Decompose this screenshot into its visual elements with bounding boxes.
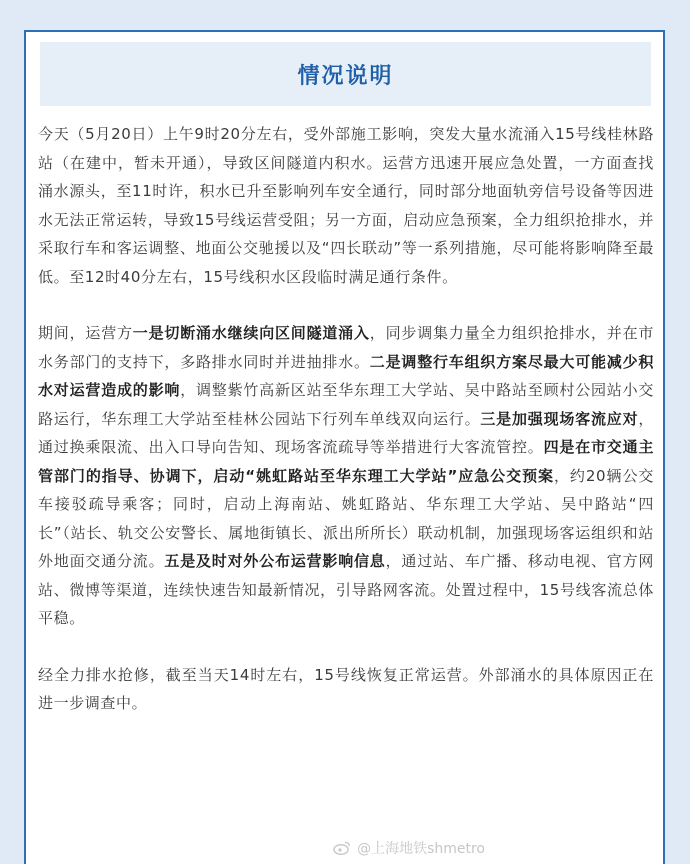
paragraph-incident: 今天（5月20日）上午9时20分左右，受外部施工影响，突发大量水流涌入15号线桂林路站（在建中，暂未开通），导致区间隧道内积水。运营方迅速开展应急处置，一方面查找涌水源头，至11时许，积水已升至影响列车安全通行，同时部分地面轨旁信号设备等因进水无法正常运转，导致15号线运营受阻；另一方面，启动应急预案，全力组织抢排水，并采取行车和客运调整、地面公交驰援以及“四长联动”等一系列措施，尽可能将影响降至最低。至12时40分左右，15号线积水区段临时满足通行条件。	[38, 125, 654, 286]
measure-five: 五是及时对外公布运营影响信息	[164, 552, 386, 570]
statement-card	[24, 30, 665, 864]
text-segment: ，同步调集力量全力组织抢排水，并在市水务部门的支持下，多路排水同时并进抽排水。	[38, 324, 654, 371]
statement-body	[38, 120, 654, 746]
page-title: 情况说明	[297, 63, 394, 89]
measure-four: 四是在市交通主管部门的指导、协调下，启动“姚虹路站至华东理工大学站”应急公交预案	[38, 438, 655, 485]
text-segment: ，调整紫竹高新区站至华东理工大学站、吴中路站至顾村公园站小交路运行，华东理工大学站至桂林公园站下行列车单线双向运行。	[38, 381, 654, 428]
weibo-logo-icon	[333, 841, 351, 855]
measure-one: 一是切断涌水继续向区间隧道涌入	[132, 324, 370, 342]
title-banner	[40, 42, 651, 106]
weibo-watermark	[333, 838, 485, 858]
text-segment: 期间，运营方	[38, 324, 133, 342]
watermark-text: @上海地铁shmetro	[357, 841, 485, 857]
paragraph-recovery: 经全力排水抢修，截至当天14时左右，15号线恢复正常运营。外部涌水的具体原因正在进一步调查中。	[38, 665, 654, 712]
paragraph-measures	[38, 319, 654, 633]
text-segment: ，约20辆公交车接驳疏导乘客；同时，启动上海南站、姚虹路站、华东理工大学站、吴中路站“四长”（站长、轨交公安警长、属地街镇长、派出所所长）联动机制，加强现场客运组织和站外地面交通分流。	[38, 466, 654, 570]
text-segment: ，通过站、车广播、移动电视、官方网站、微博等渠道，连续快速告知最新情况，引导路网客流。处置过程中，15号线客流总体平稳。	[38, 552, 655, 627]
text-segment: ，通过换乘限流、出入口导向告知、现场客流疏导等举措进行大客流管控。	[38, 409, 654, 456]
measure-two: 二是调整行车组织方案尽最大可能减少积水对运营造成的影响	[38, 352, 654, 399]
measure-three: 三是加强现场客流应对	[480, 409, 639, 428]
